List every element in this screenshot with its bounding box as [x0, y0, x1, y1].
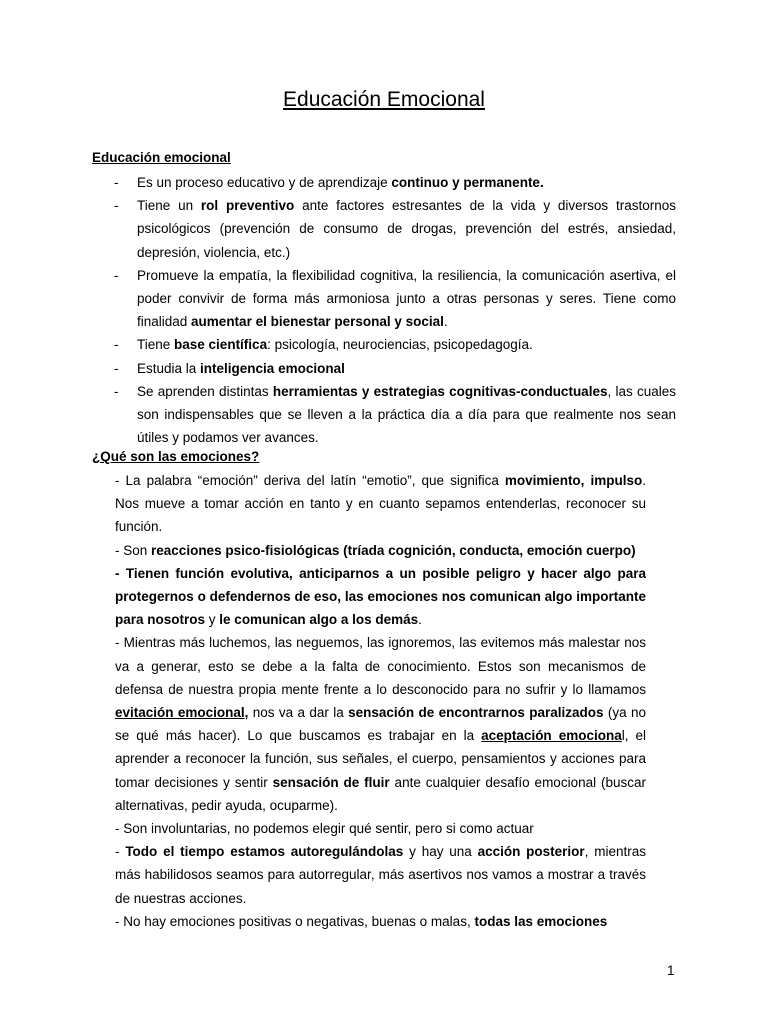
- bold-text: reacciones psico-fisiológicas (tríada cognición, conducta, emoción cuerpo): [151, 542, 636, 558]
- paragraph: - Mientras más luchemos, las neguemos, las ignoremos, las evitemos más malestar nos va a generar, esto se debe a la falta de conocimiento. Estos son mecanismos de defensa de nuestra propia mente frente a lo desconocido para no sufrir y lo llamamos evitación emocional, nos va a dar la sensación de encontrarnos paralizados (ya no se qué más hacer). Lo que buscamos es trabajar en la aceptación emocional, el aprender a reconocer la función, sus señales, el cuerpo, pensamientos y acciones para tomar decisiones y sentir sensación de fluir ante cualquier desafío emocional (buscar alternativas, pedir ayuda, ocuparme).: [115, 635, 647, 813]
- bold-text: sensación de encontrarnos paralizados: [348, 705, 604, 721]
- bold-text: continuo y permanente.: [391, 175, 544, 190]
- bullet-list: [92, 171, 676, 449]
- section-heading-educacion-emocional: Educación emocional: [92, 150, 231, 165]
- bold-text: Todo el tiempo estamos autoregulándolas: [125, 844, 404, 860]
- bullet-dash: -: [114, 175, 119, 190]
- paragraph: - No hay emociones positivas o negativas, buenas o malas, todas las emociones: [115, 913, 608, 929]
- paragraph: - Tienen función evolutiva, anticiparnos a un posible peligro y hacer algo para protegernos o defendernos de eso, las emociones nos comunican algo importante para nosotros y le comunican algo a los demás.: [115, 565, 646, 628]
- bullet-dash: -: [114, 337, 119, 353]
- underlined-bold-text: evitación emocional: [115, 705, 245, 721]
- bullet-text: Se aprenden distintas herramientas y estrategias cognitivas-conductuales, las cuales son indispensables que se lleven a la práctica día a día para que realmente nos sean útiles y podamos ver avances.: [137, 383, 676, 446]
- bold-text: inteligencia emocional: [200, 360, 345, 376]
- bold-text: - Tienen función evolutiva, anticiparnos a un posible peligro y hacer algo para protegernos o defendernos de eso, las emociones nos comunican algo importante para nosotros: [115, 565, 646, 628]
- underlined-bold-text: aceptación emociona: [481, 728, 622, 744]
- bold-text: sensación de fluir: [272, 774, 390, 790]
- bold-text: acción posterior: [477, 844, 585, 860]
- bold-text: movimiento, impulso: [504, 473, 643, 488]
- bullet-text: Promueve la empatía, la flexibilidad cognitiva, la resiliencia, la comunicación asertiva, el poder convivir de forma más armoniosa junto a otras personas y seres. Tiene como finalidad aumentar el bienestar personal y social.: [137, 267, 676, 330]
- bold-text: todas las emociones: [474, 913, 608, 929]
- document-title: Educación Emocional: [283, 88, 485, 111]
- bullet-text: Tiene base científica: psicología, neurociencias, psicopedagogía.: [137, 337, 533, 353]
- bullet-dash: -: [114, 267, 119, 283]
- bullet-text: Tiene un rol preventivo ante factores estresantes de la vida y diversos trastornos psicológicos (prevención de consumo de drogas, prevención del estrés, ansiedad, depresión, violencia, etc.): [137, 198, 676, 260]
- paragraph: - Son involuntarias, no podemos elegir qué sentir, pero si como actuar: [115, 821, 534, 837]
- bold-text: herramientas y estrategias cognitivas-conductuales: [272, 383, 608, 399]
- bullet-dash: -: [114, 383, 119, 399]
- bold-text: rol preventivo: [200, 198, 295, 214]
- section-heading-que-son-emociones: ¿Qué son las emociones?: [92, 449, 260, 464]
- bullet-item: [92, 380, 676, 450]
- bold-text: le comunican algo a los demás: [219, 612, 419, 628]
- paragraph: - Todo el tiempo estamos autoregulándolas y hay una acción posterior, mientras más habilidosos seamos para autorregular, más asertivos nos vamos a mostrar a través de nuestras acciones.: [115, 844, 647, 906]
- bullet-item: [92, 264, 676, 334]
- bullet-item: [92, 194, 676, 264]
- emotions-paragraphs: [115, 469, 646, 933]
- paragraph: - Son reacciones psico-fisiológicas (tríada cognición, conducta, emoción cuerpo): [115, 542, 636, 558]
- page-number: 1: [667, 963, 675, 978]
- bullet-dash: -: [114, 360, 119, 376]
- bullet-item: [92, 333, 676, 356]
- bullet-item: [92, 357, 676, 380]
- bold-text: aumentar el bienestar personal y social: [191, 314, 444, 330]
- bullet-item: [92, 171, 676, 194]
- bullet-dash: -: [114, 198, 119, 214]
- bullet-text: Estudia la inteligencia emocional: [137, 360, 345, 376]
- bullet-text: Es un proceso educativo y de aprendizaje continuo y permanente.: [137, 175, 544, 190]
- paragraph: - La palabra “emoción” deriva del latín “emotio”, que significa movimiento, impulso. Nos mueve a tomar acción en tanto y en cuanto sepamos entenderlas, reconocer su función.: [115, 473, 646, 535]
- bold-text: base científica: [174, 337, 268, 353]
- bold-text: ,: [244, 705, 249, 721]
